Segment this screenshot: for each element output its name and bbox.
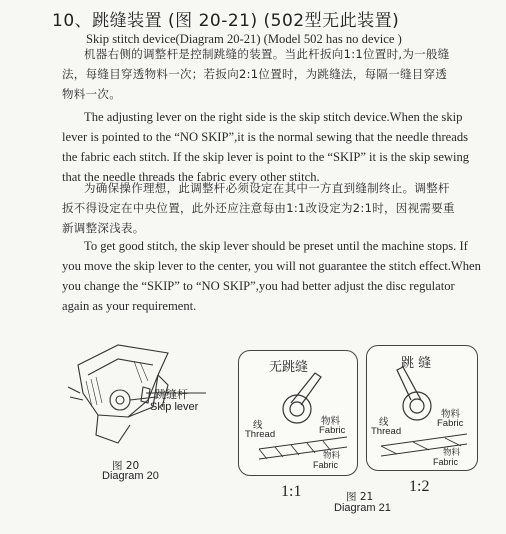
text-line: lever is pointed to the “NO SKIP”,it is the normal sewing that the needle threads [62, 130, 469, 144]
text-line: the fabric each stitch. If the skip lever is point to the “SKIP” it is the skip sewing [62, 150, 470, 164]
no-skip-panel [238, 350, 358, 476]
text-line: 扳不得设定在中央位置，此外还应注意每由1:1改设定为2:1时，因视需要重 [62, 201, 455, 215]
fabric-bottom-label-cn: 物料 [323, 451, 341, 461]
section-heading: 10、跳缝装置 (图 20-21) (502型无此装置) [52, 11, 400, 31]
text-line: 机器右侧的调整杆是控制跳缝的装置。当此杆扳向1:1位置时,为一般缝 [84, 47, 450, 61]
text-line: you move the skip lever to the center, you will not guarantee the stitch effect.When [62, 259, 481, 273]
text-line: 物料一次。 [62, 87, 121, 101]
text-line: 法，每缝目穿透物料一次；若扳向2:1位置时，为跳缝法，每隔一缝目穿透 [62, 67, 448, 81]
ratio-1-1: 1:1 [281, 483, 302, 500]
machine-sketch [58, 345, 248, 455]
diagram-21-caption-en: Diagram 21 [334, 502, 391, 514]
skip-panel [366, 345, 478, 471]
fabric-top-label-en: Fabric [437, 418, 464, 429]
english-paragraph-1 [62, 107, 469, 187]
text-line: that the needle threads the fabric every other stitch. [62, 170, 320, 184]
fabric-bottom-label-en: Fabric [433, 457, 459, 467]
ratio-1-2: 1:2 [409, 478, 430, 495]
no-skip-title: 无跳缝 [269, 360, 309, 375]
fabric-bottom-label-en: Fabric [313, 460, 339, 470]
skip-lever-label-en: Skip lever [150, 401, 199, 413]
thread-label-cn: 线 [253, 420, 263, 431]
fabric-top-label-en: Fabric [319, 425, 346, 436]
fabric-top-label-cn: 物料 [441, 409, 461, 420]
skip-title: 跳 缝 [401, 356, 432, 371]
diagram-21-caption-cn: 图 21 [346, 491, 374, 503]
thread-label-cn: 线 [379, 417, 389, 428]
english-paragraph-2 [62, 236, 481, 316]
diagram-20-caption-en: Diagram 20 [102, 470, 159, 482]
thread-label-en: Thread [245, 429, 276, 440]
skip-lever-label-cn: 跳缝杆 [155, 388, 188, 401]
text-line: The adjusting lever on the right side is the skip stitch device.When the skip [84, 110, 463, 124]
chinese-paragraph-2 [62, 178, 455, 238]
text-line: 新调整深浅表。 [62, 221, 145, 235]
chinese-paragraph-1 [62, 44, 450, 104]
lever-dial-icon [367, 346, 477, 470]
fabric-bottom-label-cn: 物料 [443, 448, 461, 458]
fabric-top-label-cn: 物料 [321, 416, 341, 427]
text-line: To get good stitch, the skip lever should be preset until the machine stops. If [84, 239, 468, 253]
diagram-20-caption-cn: 图 20 [112, 460, 140, 472]
text-line: Skip stitch device(Diagram 20-21) (Model 502 has no device ) [86, 32, 402, 46]
thread-label-en: Thread [371, 426, 402, 437]
text-line: 为确保操作理想，此调整杆必须设定在其中一方直到缝制终止。调整杆 [84, 181, 450, 195]
text-line: again as your requirement. [62, 299, 197, 313]
text-line: you change the “SKIP” to “NO SKIP”,you had better adjust the disc regulator [62, 279, 455, 293]
